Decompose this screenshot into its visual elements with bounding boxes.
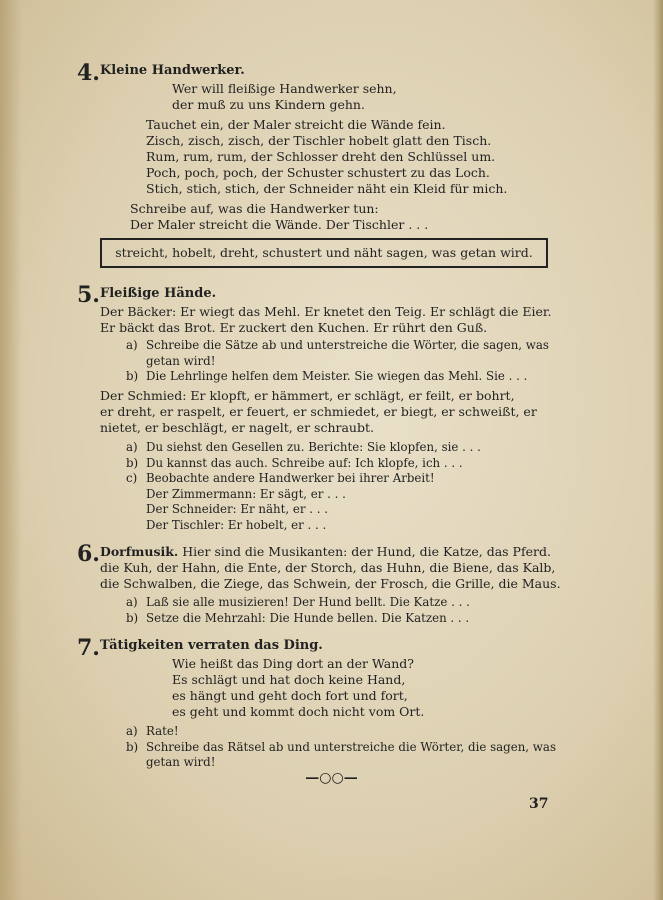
task-item (126, 456, 481, 472)
text-line: Der Bäcker: Er wiegt das Mehl. Er knetet den Teig. Er schlägt die Eier. (100, 304, 552, 319)
text-line: Er bäckt das Brot. Er zuckert den Kuchen. Er rührt den Guß. (100, 320, 488, 335)
section-5-number: 5. (77, 282, 100, 308)
section-5-baecker (100, 304, 551, 336)
section-7-number: 7. (77, 635, 100, 661)
poem-line: es hängt und geht doch fort und fort, (172, 688, 408, 703)
task-item (126, 611, 470, 627)
task-item (126, 338, 549, 354)
task-label: a) (126, 440, 138, 454)
task-text: Der Tischler: Er hobelt, er . . . (146, 517, 327, 532)
task-text: Laß sie alle musizieren! Der Hund bellt. Die Katze . . . (146, 595, 470, 609)
task-text: Beobachte andere Handwerker bei ihrer Arbeit! (146, 471, 435, 486)
task-item (126, 369, 549, 385)
text-line: Hier sind die Musikanten: der Hund, die Katze, das Pferd. (182, 544, 551, 559)
task-text: Schreibe das Rätsel ab und unterstreiche die Wörter, die sagen, was (146, 739, 556, 754)
task-text: getan wird! (146, 353, 216, 368)
section-7-poem (172, 656, 424, 720)
task-label: a) (126, 724, 138, 738)
task-text: Du kannst das auch. Schreibe auf: Ich klopfe, ich . . . (146, 455, 463, 470)
section-6-title: Dorfmusik. (100, 544, 179, 559)
task-text: Schreibe auf, was die Handwerker tun: (130, 201, 379, 216)
task-item (126, 440, 481, 456)
task-example: Der Maler streicht die Wände. Der Tischler . . . (130, 217, 429, 232)
task-label: b) (126, 455, 139, 470)
task-text: Setze die Mehrzahl: Die Hunde bellen. Die Katzen . . . (146, 610, 470, 625)
section-6-tasks (126, 595, 470, 626)
poem-line: Zisch, zisch, zisch, der Tischler hobelt glatt den Tisch. (146, 133, 492, 148)
section-7-tasks (126, 724, 556, 771)
section-5-tasks-b (126, 440, 481, 534)
page-divider: —○○— (305, 770, 358, 786)
page-number: 37 (529, 796, 549, 812)
section-4-number: 4. (77, 60, 100, 86)
text-line: Der Schmied: Er klopft, er hämmert, er schlägt, er feilt, er bohrt, (100, 388, 515, 403)
section-4-title: Kleine Handwerker. (100, 63, 245, 78)
text-line: er dreht, er raspelt, er feuert, er schmiedet, er biegt, er schweißt, er (100, 404, 537, 419)
task-item (126, 471, 481, 487)
section-4-poem-body (146, 117, 507, 197)
poem-line: es geht und kommt doch nicht vom Ort. (172, 704, 425, 719)
section-6-number: 6. (77, 541, 100, 567)
task-item (126, 724, 556, 740)
section-5-schmied (100, 388, 537, 436)
task-text: Der Zimmermann: Er sägt, er . . . (146, 486, 346, 501)
poem-line: Wer will fleißige Handwerker sehn, (172, 81, 397, 96)
section-5-title: Fleißige Hände. (100, 286, 217, 301)
poem-line: Stich, stich, stich, der Schneider näht ein Kleid für mich. (146, 181, 508, 196)
poem-line: Es schlägt und hat doch keine Hand, (172, 672, 406, 687)
task-label: a) (126, 595, 138, 609)
poem-line: Tauchet ein, der Maler streicht die Wände fein. (146, 117, 446, 132)
task-label: b) (126, 369, 139, 384)
section-6-text (100, 544, 561, 592)
task-text: Die Lehrlinge helfen dem Meister. Sie wiegen das Mehl. Sie . . . (146, 369, 528, 384)
poem-line: Rum, rum, rum, der Schlosser dreht den Schlüssel um. (146, 149, 496, 164)
poem-line: der muß zu uns Kindern gehn. (172, 97, 365, 112)
section-7-title: Tätigkeiten verraten das Ding. (100, 638, 323, 653)
text-line: nietet, er beschlägt, er nagelt, er schraubt. (100, 420, 374, 435)
poem-line: Wie heißt das Ding dort an der Wand? (172, 656, 414, 671)
task-text: getan wird! (146, 755, 216, 770)
task-label: a) (126, 338, 138, 352)
task-label: b) (126, 739, 139, 754)
text-line: die Schwalben, die Ziege, das Schwein, der Frosch, die Grille, die Maus. (100, 576, 561, 591)
task-text: Du siehst den Gesellen zu. Berichte: Sie klopfen, sie . . . (146, 440, 481, 454)
task-label: b) (126, 610, 139, 625)
task-text: Schreibe die Sätze ab und unterstreiche die Wörter, die sagen, was (146, 338, 549, 352)
poem-line: Poch, poch, poch, der Schuster schustert zu das Loch. (146, 165, 490, 180)
section-4-rule-box: streicht, hobelt, dreht, schustert und näht sagen, was getan wird. (100, 238, 548, 268)
task-label: c) (126, 471, 138, 486)
section-4-poem-intro (172, 81, 397, 113)
task-text: Rate! (146, 724, 179, 738)
task-text: Der Schneider: Er näht, er . . . (146, 502, 328, 517)
section-4-task (130, 201, 428, 233)
task-item (126, 595, 470, 611)
text-line: die Kuh, der Hahn, die Ente, der Storch, das Huhn, die Biene, das Kalb, (100, 560, 556, 575)
task-item (126, 740, 556, 756)
section-5-tasks-a (126, 338, 549, 385)
